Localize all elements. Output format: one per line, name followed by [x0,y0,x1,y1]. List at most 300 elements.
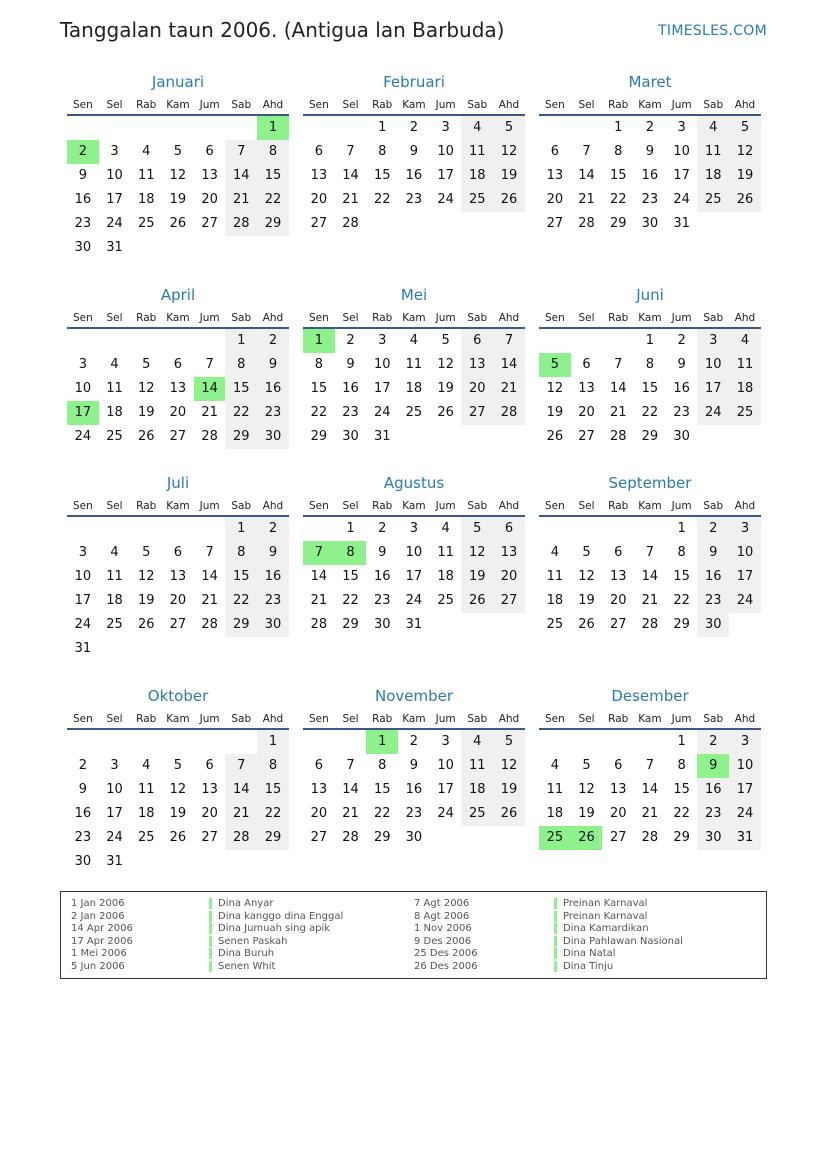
day-cell[interactable]: 19 [578,593,595,608]
day-cell[interactable]: 11 [405,357,423,372]
day-cell[interactable]: 14 [310,569,328,584]
day-cell[interactable]: 13 [546,168,564,183]
day-cell[interactable]: 28 [310,617,328,632]
day-cell[interactable]: 1 [257,116,289,140]
day-cell[interactable]: 13 [493,541,525,565]
day-cell[interactable]: 25 [405,405,423,420]
day-cell[interactable]: 24 [729,802,761,826]
day-cell[interactable]: 1 [257,730,289,754]
day-cell[interactable]: 3 [409,521,419,536]
day-cell[interactable]: 28 [493,401,525,425]
day-cell[interactable]: 8 [378,758,387,773]
day-cell[interactable]: 23 [257,401,289,425]
day-cell[interactable]: 7 [645,545,655,560]
day-cell[interactable]: 12 [493,754,525,778]
day-cell[interactable]: 30 [373,617,391,632]
day-cell[interactable]: 4 [729,329,761,353]
day-cell[interactable]: 12 [169,782,187,797]
day-cell[interactable]: 15 [225,565,257,589]
day-cell[interactable]: 11 [137,168,155,183]
day-cell[interactable]: 17 [437,168,454,183]
day-cell[interactable]: 15 [310,381,328,396]
day-cell[interactable]: 14 [194,377,226,401]
day-cell[interactable]: 8 [257,754,289,778]
day-cell[interactable]: 16 [373,569,391,584]
day-cell[interactable]: 30 [697,613,729,637]
day-cell[interactable]: 12 [437,357,454,372]
day-cell[interactable]: 28 [201,429,218,444]
day-cell[interactable]: 10 [437,758,454,773]
day-cell[interactable]: 11 [106,381,123,396]
day-cell[interactable]: 18 [137,192,155,207]
day-cell[interactable]: 15 [257,164,289,188]
day-cell[interactable]: 25 [437,593,454,608]
day-cell[interactable]: 14 [578,168,595,183]
day-cell[interactable]: 29 [342,617,359,632]
day-cell[interactable]: 19 [493,778,525,802]
day-cell[interactable]: 2 [697,730,729,754]
day-cell[interactable]: 7 [346,758,355,773]
day-cell[interactable]: 17 [697,377,729,401]
day-cell[interactable]: 19 [729,164,761,188]
day-cell[interactable]: 31 [106,240,123,255]
day-cell[interactable]: 2 [677,333,686,348]
day-cell[interactable]: 8 [645,357,655,372]
day-cell[interactable]: 29 [673,830,690,845]
day-cell[interactable]: 8 [614,144,623,159]
day-cell[interactable]: 10 [106,782,123,797]
day-cell[interactable]: 26 [729,188,761,212]
day-cell[interactable]: 5 [582,545,591,560]
day-cell[interactable]: 16 [405,168,423,183]
day-cell[interactable]: 10 [74,569,92,584]
day-cell[interactable]: 25 [461,188,493,212]
day-cell[interactable]: 17 [106,806,123,821]
day-cell[interactable]: 26 [461,589,493,613]
day-cell[interactable]: 7 [493,329,525,353]
day-cell[interactable]: 22 [373,192,391,207]
day-cell[interactable]: 2 [78,758,87,773]
day-cell[interactable]: 9 [378,545,387,560]
day-cell[interactable]: 15 [373,168,391,183]
day-cell[interactable]: 15 [609,168,627,183]
day-cell[interactable]: 4 [461,116,493,140]
day-cell[interactable]: 3 [110,758,119,773]
day-cell[interactable]: 1 [677,521,686,536]
day-cell[interactable]: 19 [461,565,493,589]
day-cell[interactable]: 25 [539,826,571,850]
day-cell[interactable]: 14 [201,569,218,584]
day-cell[interactable]: 20 [609,593,627,608]
day-cell[interactable]: 4 [550,545,559,560]
day-cell[interactable]: 3 [110,144,119,159]
day-cell[interactable]: 16 [405,782,423,797]
day-cell[interactable]: 16 [697,565,729,589]
day-cell[interactable]: 9 [677,357,686,372]
day-cell[interactable]: 23 [257,589,289,613]
day-cell[interactable]: 12 [137,569,155,584]
day-cell[interactable]: 13 [609,569,627,584]
day-cell[interactable]: 23 [74,216,92,231]
day-cell[interactable]: 19 [546,405,564,420]
day-cell[interactable]: 30 [405,830,423,845]
day-cell[interactable]: 10 [437,144,454,159]
day-cell[interactable]: 21 [641,806,659,821]
day-cell[interactable]: 22 [673,806,690,821]
day-cell[interactable]: 4 [110,545,119,560]
day-cell[interactable]: 3 [729,730,761,754]
day-cell[interactable]: 27 [201,216,218,231]
day-cell[interactable]: 1 [346,521,355,536]
day-cell[interactable]: 13 [578,381,595,396]
day-cell[interactable]: 16 [257,565,289,589]
day-cell[interactable]: 6 [582,357,591,372]
day-cell[interactable]: 13 [201,782,218,797]
day-cell[interactable]: 4 [142,758,151,773]
day-cell[interactable]: 16 [257,377,289,401]
day-cell[interactable]: 3 [697,329,729,353]
day-cell[interactable]: 10 [697,353,729,377]
day-cell[interactable]: 27 [461,401,493,425]
day-cell[interactable]: 31 [729,826,761,850]
day-cell[interactable]: 8 [335,541,367,565]
day-cell[interactable]: 11 [437,545,454,560]
day-cell[interactable]: 18 [437,569,454,584]
day-cell[interactable]: 23 [405,192,423,207]
day-cell[interactable]: 9 [697,541,729,565]
day-cell[interactable]: 30 [74,854,92,869]
day-cell[interactable]: 24 [729,589,761,613]
day-cell[interactable]: 16 [641,168,659,183]
day-cell[interactable]: 22 [257,802,289,826]
day-cell[interactable]: 24 [437,806,454,821]
day-cell[interactable]: 2 [409,734,419,749]
day-cell[interactable]: 30 [257,613,289,637]
day-cell[interactable]: 5 [493,730,525,754]
day-cell[interactable]: 29 [310,429,328,444]
day-cell[interactable]: 31 [673,216,690,231]
day-cell[interactable]: 17 [673,168,690,183]
day-cell[interactable]: 2 [257,329,289,353]
day-cell[interactable]: 8 [225,353,257,377]
day-cell[interactable]: 21 [225,188,257,212]
day-cell[interactable]: 30 [257,425,289,449]
day-cell[interactable]: 5 [173,144,183,159]
day-cell[interactable]: 29 [225,425,257,449]
day-cell[interactable]: 24 [74,617,92,632]
day-cell[interactable]: 2 [67,140,99,164]
day-cell[interactable]: 22 [257,188,289,212]
day-cell[interactable]: 5 [493,116,525,140]
day-cell[interactable]: 7 [205,545,214,560]
day-cell[interactable]: 27 [546,216,564,231]
day-cell[interactable]: 14 [342,782,359,797]
day-cell[interactable]: 1 [677,734,686,749]
day-cell[interactable]: 20 [461,377,493,401]
day-cell[interactable]: 8 [677,545,686,560]
day-cell[interactable]: 2 [645,120,655,135]
day-cell[interactable]: 15 [673,782,690,797]
day-cell[interactable]: 13 [461,353,493,377]
day-cell[interactable]: 13 [169,381,187,396]
day-cell[interactable]: 12 [578,782,595,797]
day-cell[interactable]: 6 [461,329,493,353]
day-cell[interactable]: 22 [373,806,391,821]
day-cell[interactable]: 19 [169,192,187,207]
day-cell[interactable]: 7 [225,754,257,778]
day-cell[interactable]: 29 [373,830,391,845]
day-cell[interactable]: 27 [609,830,627,845]
day-cell[interactable]: 18 [697,164,729,188]
day-cell[interactable]: 3 [441,120,450,135]
day-cell[interactable]: 7 [582,144,591,159]
day-cell[interactable]: 2 [257,517,289,541]
day-cell[interactable]: 9 [346,357,355,372]
day-cell[interactable]: 22 [609,192,627,207]
day-cell[interactable]: 3 [378,333,387,348]
day-cell[interactable]: 22 [641,405,659,420]
day-cell[interactable]: 18 [546,806,564,821]
day-cell[interactable]: 21 [609,405,627,420]
day-cell[interactable]: 28 [225,212,257,236]
day-cell[interactable]: 10 [729,754,761,778]
day-cell[interactable]: 9 [78,168,87,183]
day-cell[interactable]: 15 [373,782,391,797]
day-cell[interactable]: 16 [74,806,92,821]
day-cell[interactable]: 24 [106,216,123,231]
day-cell[interactable]: 5 [461,517,493,541]
day-cell[interactable]: 27 [578,429,595,444]
day-cell[interactable]: 9 [697,754,729,778]
day-cell[interactable]: 6 [205,758,214,773]
day-cell[interactable]: 12 [578,569,595,584]
day-cell[interactable]: 18 [137,806,155,821]
day-cell[interactable]: 17 [74,593,92,608]
day-cell[interactable]: 2 [409,120,419,135]
day-cell[interactable]: 28 [641,617,659,632]
day-cell[interactable]: 19 [137,593,155,608]
day-cell[interactable]: 3 [677,120,686,135]
day-cell[interactable]: 10 [373,357,391,372]
day-cell[interactable]: 20 [609,806,627,821]
day-cell[interactable]: 3 [78,545,87,560]
day-cell[interactable]: 15 [342,569,359,584]
day-cell[interactable]: 7 [346,144,355,159]
day-cell[interactable]: 20 [169,593,187,608]
day-cell[interactable]: 29 [673,617,690,632]
day-cell[interactable]: 10 [729,541,761,565]
day-cell[interactable]: 7 [225,140,257,164]
day-cell[interactable]: 6 [314,758,323,773]
day-cell[interactable]: 26 [137,429,155,444]
day-cell[interactable]: 14 [342,168,359,183]
day-cell[interactable]: 4 [441,521,450,536]
day-cell[interactable]: 20 [201,192,218,207]
day-cell[interactable]: 16 [74,192,92,207]
day-cell[interactable]: 23 [641,192,659,207]
day-cell[interactable]: 19 [137,405,155,420]
day-cell[interactable]: 21 [493,377,525,401]
day-cell[interactable]: 16 [673,381,690,396]
day-cell[interactable]: 5 [173,758,183,773]
day-cell[interactable]: 14 [225,164,257,188]
day-cell[interactable]: 26 [437,405,454,420]
day-cell[interactable]: 30 [342,429,359,444]
day-cell[interactable]: 5 [142,545,151,560]
day-cell[interactable]: 2 [378,521,387,536]
day-cell[interactable]: 1 [378,120,387,135]
day-cell[interactable]: 1 [614,120,623,135]
day-cell[interactable]: 27 [609,617,627,632]
day-cell[interactable]: 1 [225,517,257,541]
day-cell[interactable]: 11 [546,782,564,797]
day-cell[interactable]: 13 [201,168,218,183]
day-cell[interactable]: 8 [314,357,323,372]
day-cell[interactable]: 7 [303,541,335,565]
day-cell[interactable]: 14 [493,353,525,377]
day-cell[interactable]: 8 [225,541,257,565]
day-cell[interactable]: 6 [614,545,623,560]
day-cell[interactable]: 27 [201,830,218,845]
day-cell[interactable]: 20 [493,565,525,589]
day-cell[interactable]: 3 [729,517,761,541]
day-cell[interactable]: 25 [106,617,123,632]
day-cell[interactable]: 23 [342,405,359,420]
day-cell[interactable]: 30 [697,826,729,850]
day-cell[interactable]: 24 [697,401,729,425]
day-cell[interactable]: 4 [110,357,119,372]
day-cell[interactable]: 19 [169,806,187,821]
day-cell[interactable]: 18 [546,593,564,608]
day-cell[interactable]: 17 [437,782,454,797]
day-cell[interactable]: 21 [225,802,257,826]
day-cell[interactable]: 30 [673,429,690,444]
day-cell[interactable]: 12 [729,140,761,164]
day-cell[interactable]: 12 [546,381,564,396]
day-cell[interactable]: 25 [106,429,123,444]
day-cell[interactable]: 24 [437,192,454,207]
day-cell[interactable]: 13 [310,168,328,183]
day-cell[interactable]: 26 [578,617,595,632]
day-cell[interactable]: 26 [169,830,187,845]
day-cell[interactable]: 6 [614,758,623,773]
day-cell[interactable]: 22 [310,405,328,420]
day-cell[interactable]: 5 [729,116,761,140]
day-cell[interactable]: 27 [310,830,328,845]
day-cell[interactable]: 2 [697,517,729,541]
day-cell[interactable]: 28 [609,429,627,444]
day-cell[interactable]: 3 [78,357,87,372]
day-cell[interactable]: 27 [310,216,328,231]
day-cell[interactable]: 12 [169,168,187,183]
day-cell[interactable]: 25 [137,830,155,845]
brand-link[interactable]: TIMESLES.COM [658,23,767,39]
day-cell[interactable]: 28 [342,830,359,845]
day-cell[interactable]: 6 [493,517,525,541]
day-cell[interactable]: 15 [641,381,659,396]
day-cell[interactable]: 16 [697,778,729,802]
day-cell[interactable]: 19 [493,164,525,188]
day-cell[interactable]: 23 [405,806,423,821]
day-cell[interactable]: 28 [641,830,659,845]
day-cell[interactable]: 24 [373,405,391,420]
day-cell[interactable]: 11 [729,353,761,377]
day-cell[interactable]: 7 [645,758,655,773]
day-cell[interactable]: 21 [201,593,218,608]
day-cell[interactable]: 22 [225,401,257,425]
day-cell[interactable]: 28 [225,826,257,850]
day-cell[interactable]: 24 [74,429,92,444]
day-cell[interactable]: 20 [169,405,187,420]
day-cell[interactable]: 30 [641,216,659,231]
day-cell[interactable]: 11 [697,140,729,164]
day-cell[interactable]: 29 [641,429,659,444]
day-cell[interactable]: 12 [493,140,525,164]
day-cell[interactable]: 28 [342,216,359,231]
day-cell[interactable]: 6 [173,545,183,560]
day-cell[interactable]: 21 [342,806,359,821]
day-cell[interactable]: 26 [169,216,187,231]
day-cell[interactable]: 12 [461,541,493,565]
day-cell[interactable]: 8 [378,144,387,159]
day-cell[interactable]: 19 [437,381,454,396]
day-cell[interactable]: 20 [310,806,328,821]
day-cell[interactable]: 18 [461,778,493,802]
day-cell[interactable]: 15 [257,778,289,802]
day-cell[interactable]: 29 [257,212,289,236]
day-cell[interactable]: 16 [342,381,359,396]
day-cell[interactable]: 21 [578,192,595,207]
day-cell[interactable]: 8 [677,758,686,773]
day-cell[interactable]: 5 [441,333,450,348]
day-cell[interactable]: 17 [729,565,761,589]
day-cell[interactable]: 12 [137,381,155,396]
day-cell[interactable]: 14 [641,569,659,584]
day-cell[interactable]: 7 [614,357,623,372]
day-cell[interactable]: 22 [225,589,257,613]
day-cell[interactable]: 11 [137,782,155,797]
day-cell[interactable]: 13 [609,782,627,797]
day-cell[interactable]: 8 [257,140,289,164]
day-cell[interactable]: 26 [493,802,525,826]
day-cell[interactable]: 18 [729,377,761,401]
day-cell[interactable]: 25 [546,617,564,632]
day-cell[interactable]: 7 [205,357,214,372]
day-cell[interactable]: 23 [673,405,690,420]
day-cell[interactable]: 5 [142,357,151,372]
day-cell[interactable]: 17 [373,381,391,396]
day-cell[interactable]: 9 [645,144,655,159]
day-cell[interactable]: 4 [550,758,559,773]
day-cell[interactable]: 21 [641,593,659,608]
day-cell[interactable]: 23 [74,830,92,845]
day-cell[interactable]: 31 [405,617,423,632]
day-cell[interactable]: 18 [106,405,123,420]
day-cell[interactable]: 11 [461,140,493,164]
day-cell[interactable]: 4 [461,730,493,754]
day-cell[interactable]: 5 [582,758,591,773]
day-cell[interactable]: 20 [201,806,218,821]
day-cell[interactable]: 25 [137,216,155,231]
day-cell[interactable]: 9 [257,541,289,565]
day-cell[interactable]: 23 [697,589,729,613]
day-cell[interactable]: 25 [697,188,729,212]
day-cell[interactable]: 6 [314,144,323,159]
day-cell[interactable]: 1 [645,333,655,348]
day-cell[interactable]: 21 [201,405,218,420]
day-cell[interactable]: 25 [729,401,761,425]
day-cell[interactable]: 31 [106,854,123,869]
